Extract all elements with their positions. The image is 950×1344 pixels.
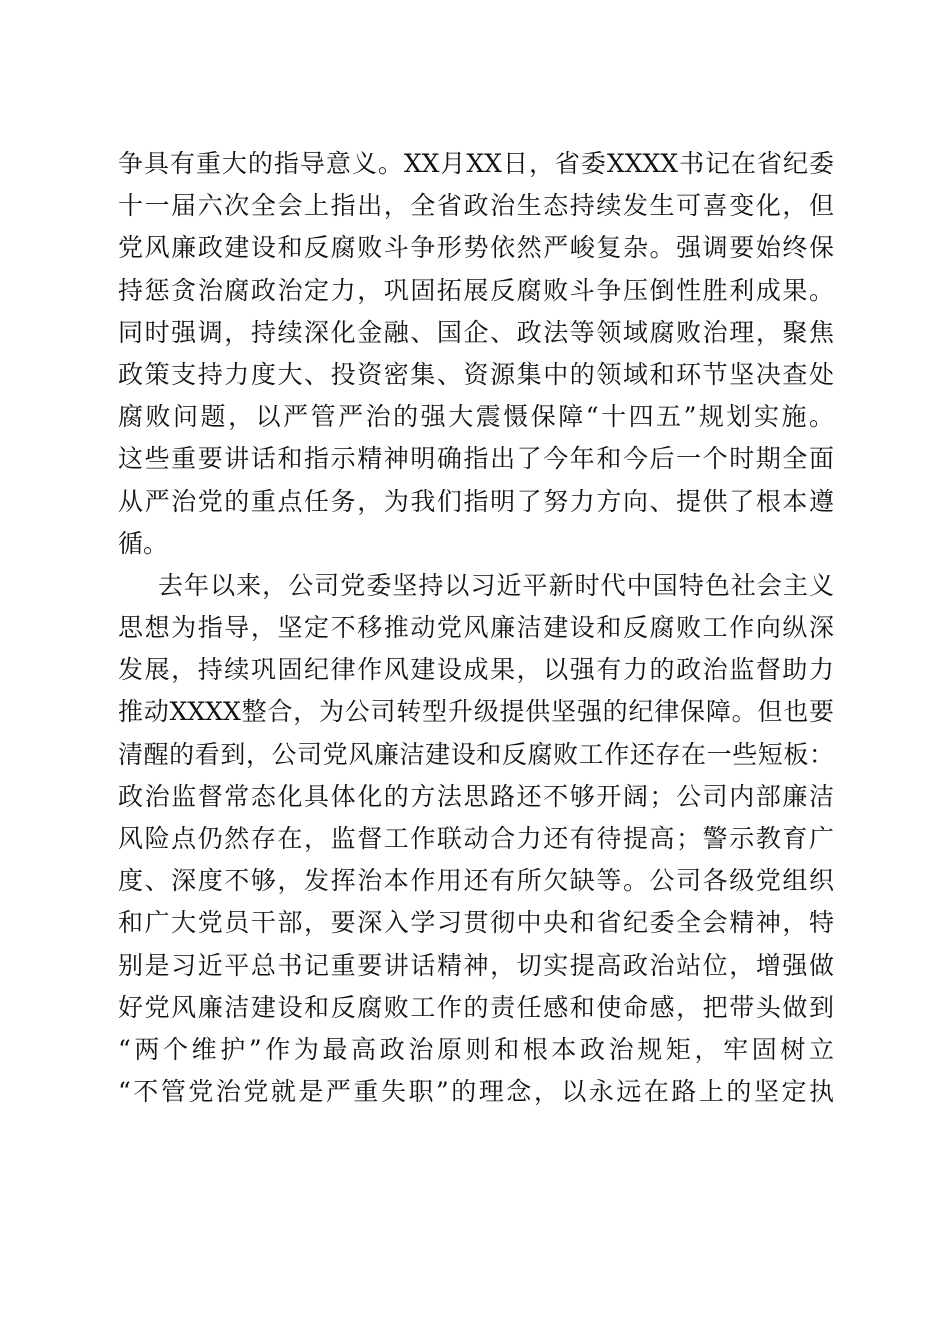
text-line: 发展，持续巩固纪律作风建设成果，以强有力的政治监督助力 — [118, 655, 834, 685]
text-line: 政治监督常态化具体化的方法思路还不够开阔；公司内部廉洁 — [118, 781, 834, 811]
text-line: 持惩贪治腐政治定力，巩固拓展反腐败斗争压倒性胜利成果。 — [118, 275, 834, 305]
text-line: 好党风廉洁建设和反腐败工作的责任感和使命感，把带头做到 — [118, 992, 834, 1022]
text-line: “不管党治党就是严重失职”的理念，以永远在路上的坚定执 — [118, 1077, 834, 1107]
text-line: 争具有重大的指导意义。XX月XX日，省委XXXX书记在省纪委 — [118, 149, 834, 178]
text-line: 思想为指导，坚定不移推动党风廉洁建设和反腐败工作向纵深 — [118, 613, 834, 643]
text-line: 和广大党员干部，要深入学习贯彻中央和省纪委全会精神，特 — [118, 908, 834, 938]
paragraph-first-line: 去年以来，公司党委坚持以习近平新时代中国特色社会主义 — [158, 570, 834, 600]
text-line: 清醒的看到，公司党风廉洁建设和反腐败工作还存在一些短板： — [118, 739, 834, 769]
text-line: 度、深度不够，发挥治本作用还有所欠缺等。公司各级党组织 — [118, 866, 834, 896]
text-line: 从严治党的重点任务，为我们指明了努力方向、提供了根本遵 — [118, 486, 834, 516]
text-line: 推动XXXX整合，为公司转型升级提供坚强的纪律保障。但也要 — [118, 697, 834, 727]
text-line: 风险点仍然存在，监督工作联动合力还有待提高；警示教育广 — [118, 824, 834, 853]
text-line: 这些重要讲话和指示精神明确指出了今年和今后一个时期全面 — [118, 444, 834, 474]
text-line: 别是习近平总书记重要讲话精神，切实提高政治站位，增强做 — [118, 950, 834, 980]
text-line: 腐败问题，以严管严治的强大震慑保障“十四五”规划实施。 — [118, 402, 834, 432]
text-line: 循。 — [118, 528, 169, 558]
text-line: 党风廉政建设和反腐败斗争形势依然严峻复杂。强调要始终保 — [118, 233, 834, 263]
text-line: 政策支持力度大、投资密集、资源集中的领域和环节坚决查处 — [118, 359, 834, 389]
body-text — [118, 143, 834, 1113]
text-line: 同时强调，持续深化金融、国企、政法等领域腐败治理，聚焦 — [118, 317, 834, 347]
text-line: 十一届六次全会上指出，全省政治生态持续发生可喜变化，但 — [118, 191, 834, 221]
text-line: “两个维护”作为最高政治原则和根本政治规矩，牢固树立 — [118, 1034, 834, 1064]
